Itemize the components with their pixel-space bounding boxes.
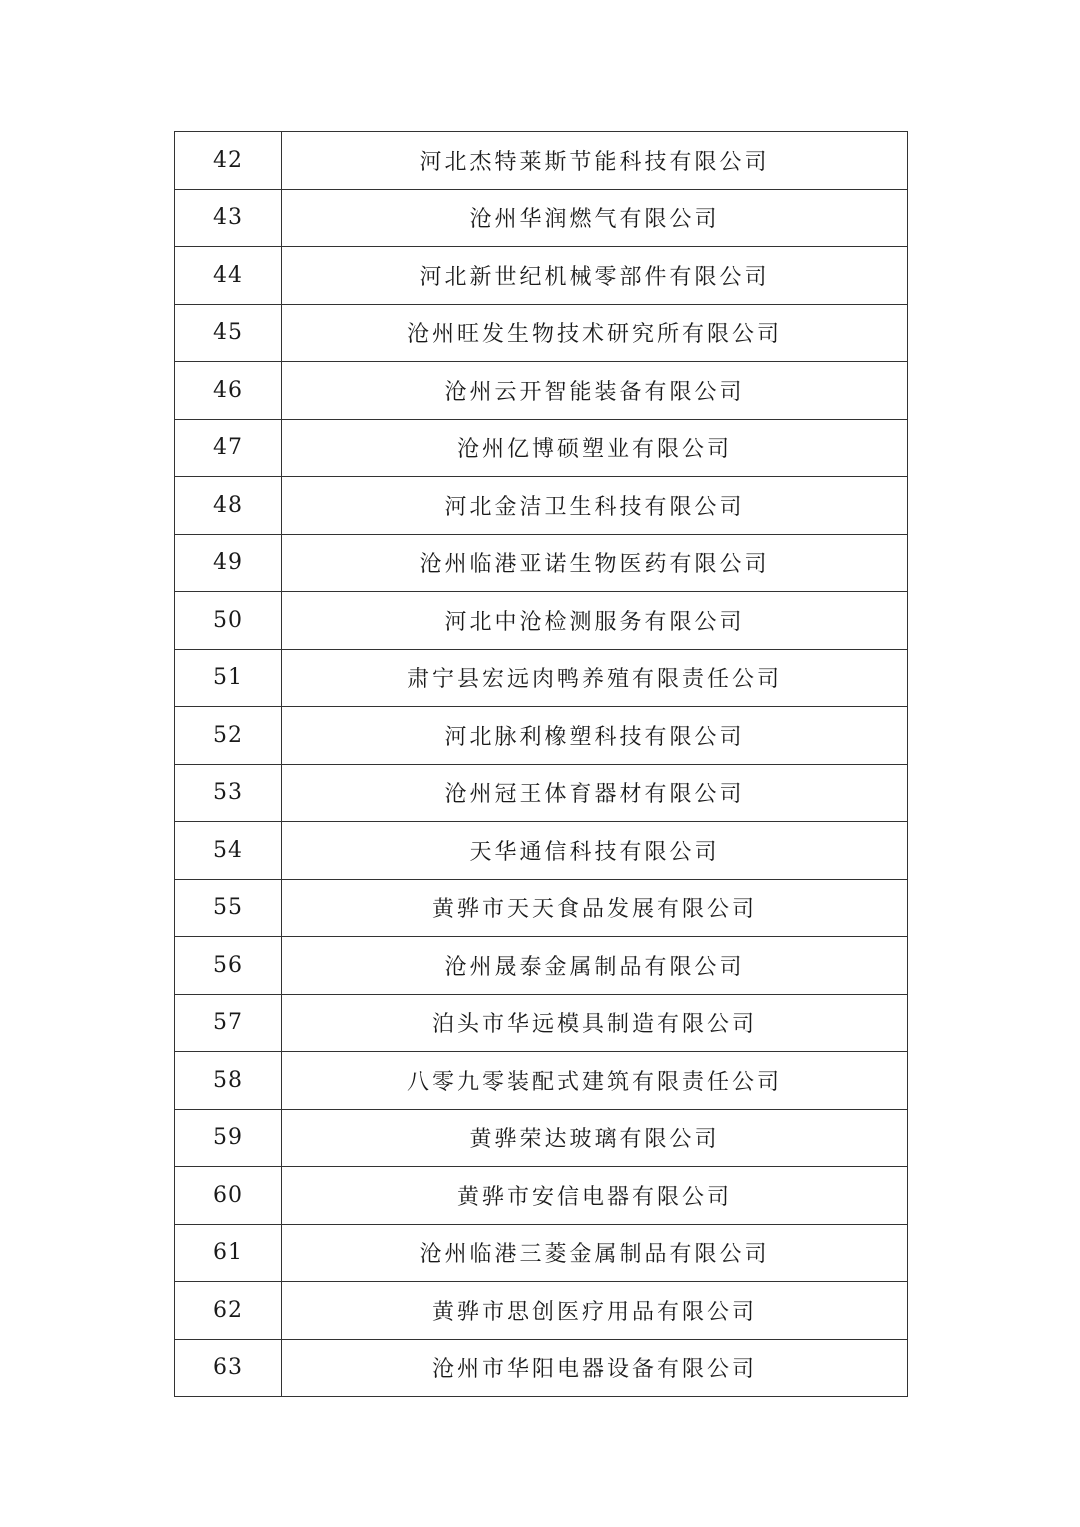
row-number: 56	[175, 937, 282, 995]
row-number: 53	[175, 764, 282, 822]
table-row	[175, 1052, 908, 1110]
table-row	[175, 1109, 908, 1167]
table-row	[175, 189, 908, 247]
table-row	[175, 362, 908, 420]
company-name: 河北脉利橡塑科技有限公司	[282, 707, 908, 765]
table-row	[175, 247, 908, 305]
table-row	[175, 879, 908, 937]
table-row	[175, 764, 908, 822]
company-list-table	[174, 131, 908, 1397]
company-name: 天华通信科技有限公司	[282, 822, 908, 880]
row-number: 59	[175, 1109, 282, 1167]
company-name: 沧州华润燃气有限公司	[282, 189, 908, 247]
row-number: 45	[175, 304, 282, 362]
table-row	[175, 707, 908, 765]
row-number: 62	[175, 1282, 282, 1340]
row-number: 60	[175, 1167, 282, 1225]
table-row	[175, 649, 908, 707]
row-number: 46	[175, 362, 282, 420]
table-row	[175, 937, 908, 995]
row-number: 43	[175, 189, 282, 247]
row-number: 52	[175, 707, 282, 765]
table-row	[175, 534, 908, 592]
table-row	[175, 822, 908, 880]
company-name: 沧州晟泰金属制品有限公司	[282, 937, 908, 995]
company-name: 河北杰特莱斯节能科技有限公司	[282, 132, 908, 190]
row-number: 48	[175, 477, 282, 535]
row-number: 55	[175, 879, 282, 937]
row-number: 58	[175, 1052, 282, 1110]
table-row	[175, 1167, 908, 1225]
company-name: 沧州临港三菱金属制品有限公司	[282, 1224, 908, 1282]
row-number: 57	[175, 994, 282, 1052]
row-number: 49	[175, 534, 282, 592]
company-name: 沧州临港亚诺生物医药有限公司	[282, 534, 908, 592]
company-name: 黄骅荣达玻璃有限公司	[282, 1109, 908, 1167]
company-name: 河北中沧检测服务有限公司	[282, 592, 908, 650]
table-row	[175, 477, 908, 535]
table-row	[175, 419, 908, 477]
table-row	[175, 1282, 908, 1340]
company-name: 沧州市华阳电器设备有限公司	[282, 1339, 908, 1397]
row-number: 47	[175, 419, 282, 477]
company-name: 黄骅市安信电器有限公司	[282, 1167, 908, 1225]
company-name: 肃宁县宏远肉鸭养殖有限责任公司	[282, 649, 908, 707]
company-name: 黄骅市天天食品发展有限公司	[282, 879, 908, 937]
company-name: 黄骅市思创医疗用品有限公司	[282, 1282, 908, 1340]
table-row	[175, 1339, 908, 1397]
company-name: 沧州冠王体育器材有限公司	[282, 764, 908, 822]
row-number: 42	[175, 132, 282, 190]
table-row	[175, 1224, 908, 1282]
table-row	[175, 592, 908, 650]
row-number: 50	[175, 592, 282, 650]
company-name: 沧州亿博硕塑业有限公司	[282, 419, 908, 477]
row-number: 51	[175, 649, 282, 707]
company-name: 沧州旺发生物技术研究所有限公司	[282, 304, 908, 362]
table-row	[175, 994, 908, 1052]
row-number: 63	[175, 1339, 282, 1397]
company-name: 沧州云开智能装备有限公司	[282, 362, 908, 420]
company-name: 河北金洁卫生科技有限公司	[282, 477, 908, 535]
table-row	[175, 132, 908, 190]
company-name: 八零九零装配式建筑有限责任公司	[282, 1052, 908, 1110]
row-number: 44	[175, 247, 282, 305]
company-name: 河北新世纪机械零部件有限公司	[282, 247, 908, 305]
table-body	[175, 132, 908, 1397]
row-number: 61	[175, 1224, 282, 1282]
row-number: 54	[175, 822, 282, 880]
table-row	[175, 304, 908, 362]
company-name: 泊头市华远模具制造有限公司	[282, 994, 908, 1052]
